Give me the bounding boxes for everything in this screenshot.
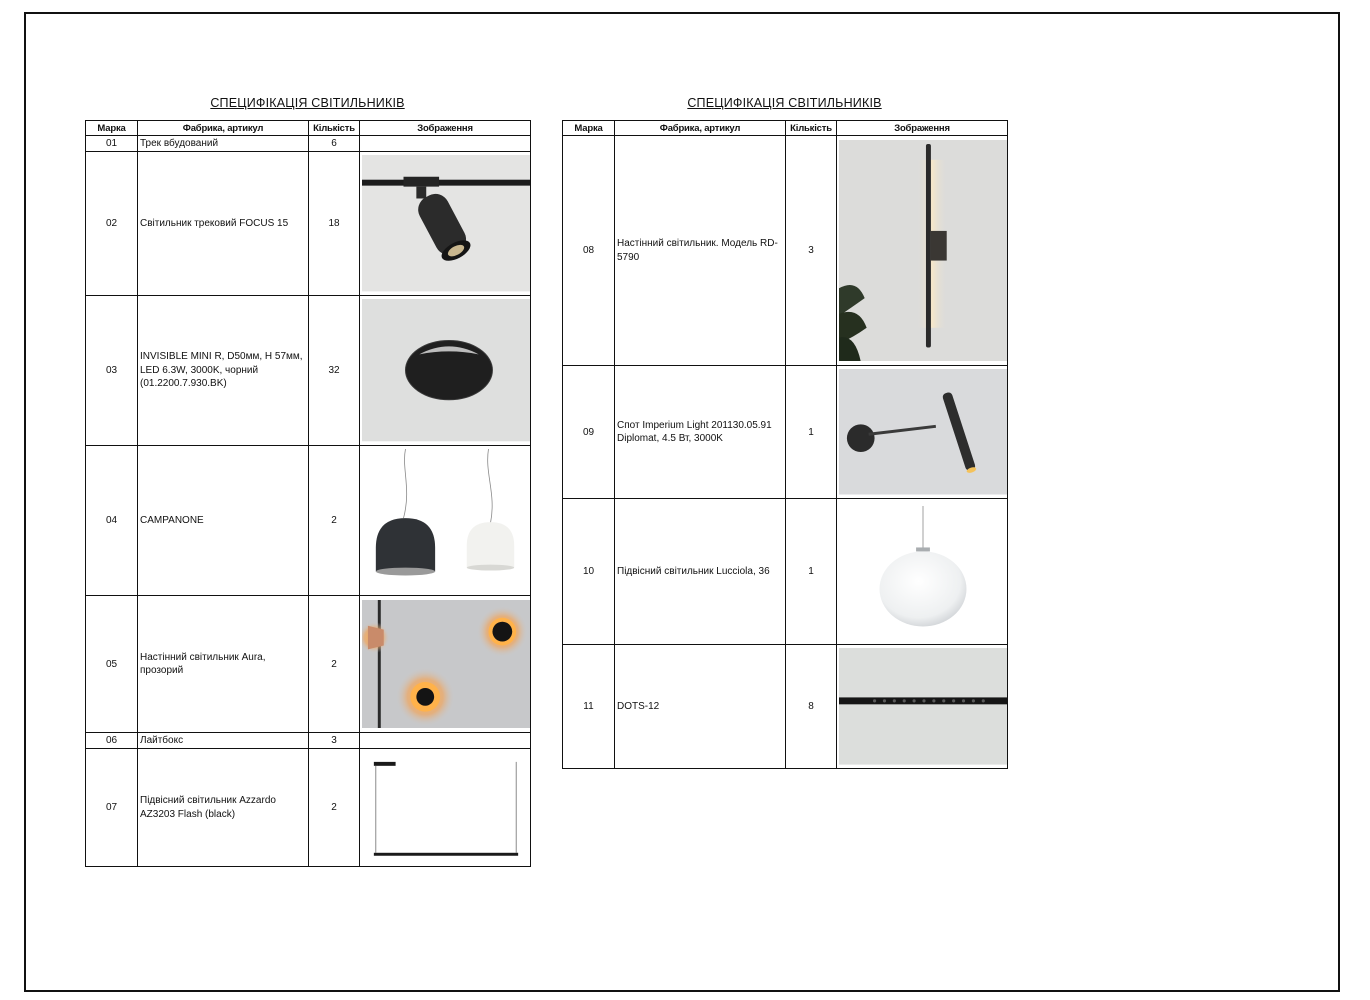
table-row [86,152,531,296]
row-mark: 02 [86,152,138,296]
row-mark: 08 [563,136,615,366]
table-row [563,136,1008,366]
row-qty: 18 [309,152,360,296]
row-image [360,596,531,733]
table-header-row [563,121,1008,136]
row-qty: 8 [786,645,837,769]
row-name: Настінний світильник. Модель RD-5790 [615,136,786,366]
wall-linear-sconce-image [839,140,1007,361]
header-image: Зображення [360,121,531,136]
table-row [86,596,531,733]
pendant-bells-image [362,449,530,591]
row-image-empty [360,136,531,152]
row-mark: 07 [86,749,138,867]
row-name: CAMPANONE [138,446,309,596]
row-name: Підвісний світильник Azzardo AZ3203 Flash (black) [138,749,309,867]
table-row [563,645,1008,769]
row-image [360,152,531,296]
row-qty: 1 [786,366,837,499]
table-row [86,446,531,596]
row-qty: 3 [786,136,837,366]
pendant-globe-image [839,502,1007,640]
table-row [563,366,1008,499]
row-mark: 06 [86,733,138,749]
row-mark: 01 [86,136,138,152]
row-image [837,366,1008,499]
row-qty: 2 [309,446,360,596]
row-image [837,499,1008,645]
header-qty: Кількість [786,121,837,136]
row-name: Лайтбокс [138,733,309,749]
row-name: Настінний світильник Aura, прозорий [138,596,309,733]
row-qty: 3 [309,733,360,749]
table-row [86,733,531,749]
header-maker: Фабрика, артикул [138,121,309,136]
linear-pendant-image [362,752,530,863]
wall-sconce-aura-image [362,600,530,728]
wall-spot-diplomat-image [839,369,1007,495]
row-mark: 03 [86,296,138,446]
row-qty: 32 [309,296,360,446]
left-spec-table [85,120,531,867]
table-row [563,499,1008,645]
left-table-title: СПЕЦИФІКАЦІЯ СВІТИЛЬНИКІВ [210,96,405,110]
header-qty: Кількість [309,121,360,136]
dots-linear-module-image [839,648,1007,765]
table-header-row [86,121,531,136]
recessed-downlight-image [362,299,530,441]
header-mark: Марка [86,121,138,136]
row-image [837,136,1008,366]
header-image: Зображення [837,121,1008,136]
row-name: DOTS-12 [615,645,786,769]
header-mark: Марка [563,121,615,136]
track-spotlight-image [362,155,530,291]
row-qty: 2 [309,596,360,733]
table-row [86,136,531,152]
right-table-title: СПЕЦИФІКАЦІЯ СВІТИЛЬНИКІВ [687,96,882,110]
row-qty: 6 [309,136,360,152]
row-name: Підвісний світильник Lucciola, 36 [615,499,786,645]
row-image-empty [360,733,531,749]
row-name: INVISIBLE MINI R, D50мм, H 57мм, LED 6.3W, 3000K, чорний (01.2200.7.930.BK) [138,296,309,446]
header-maker: Фабрика, артикул [615,121,786,136]
row-mark: 05 [86,596,138,733]
row-qty: 2 [309,749,360,867]
row-mark: 11 [563,645,615,769]
row-mark: 09 [563,366,615,499]
row-mark: 04 [86,446,138,596]
table-row [86,296,531,446]
row-name: Світильник трековий FOCUS 15 [138,152,309,296]
row-image [360,749,531,867]
right-spec-table [562,120,1008,769]
row-qty: 1 [786,499,837,645]
table-row [86,749,531,867]
row-name: Трек вбудований [138,136,309,152]
row-image [360,296,531,446]
row-image [360,446,531,596]
row-mark: 10 [563,499,615,645]
row-image [837,645,1008,769]
row-name: Спот Imperium Light 201130.05.91 Diplomat, 4.5 Вт, 3000K [615,366,786,499]
